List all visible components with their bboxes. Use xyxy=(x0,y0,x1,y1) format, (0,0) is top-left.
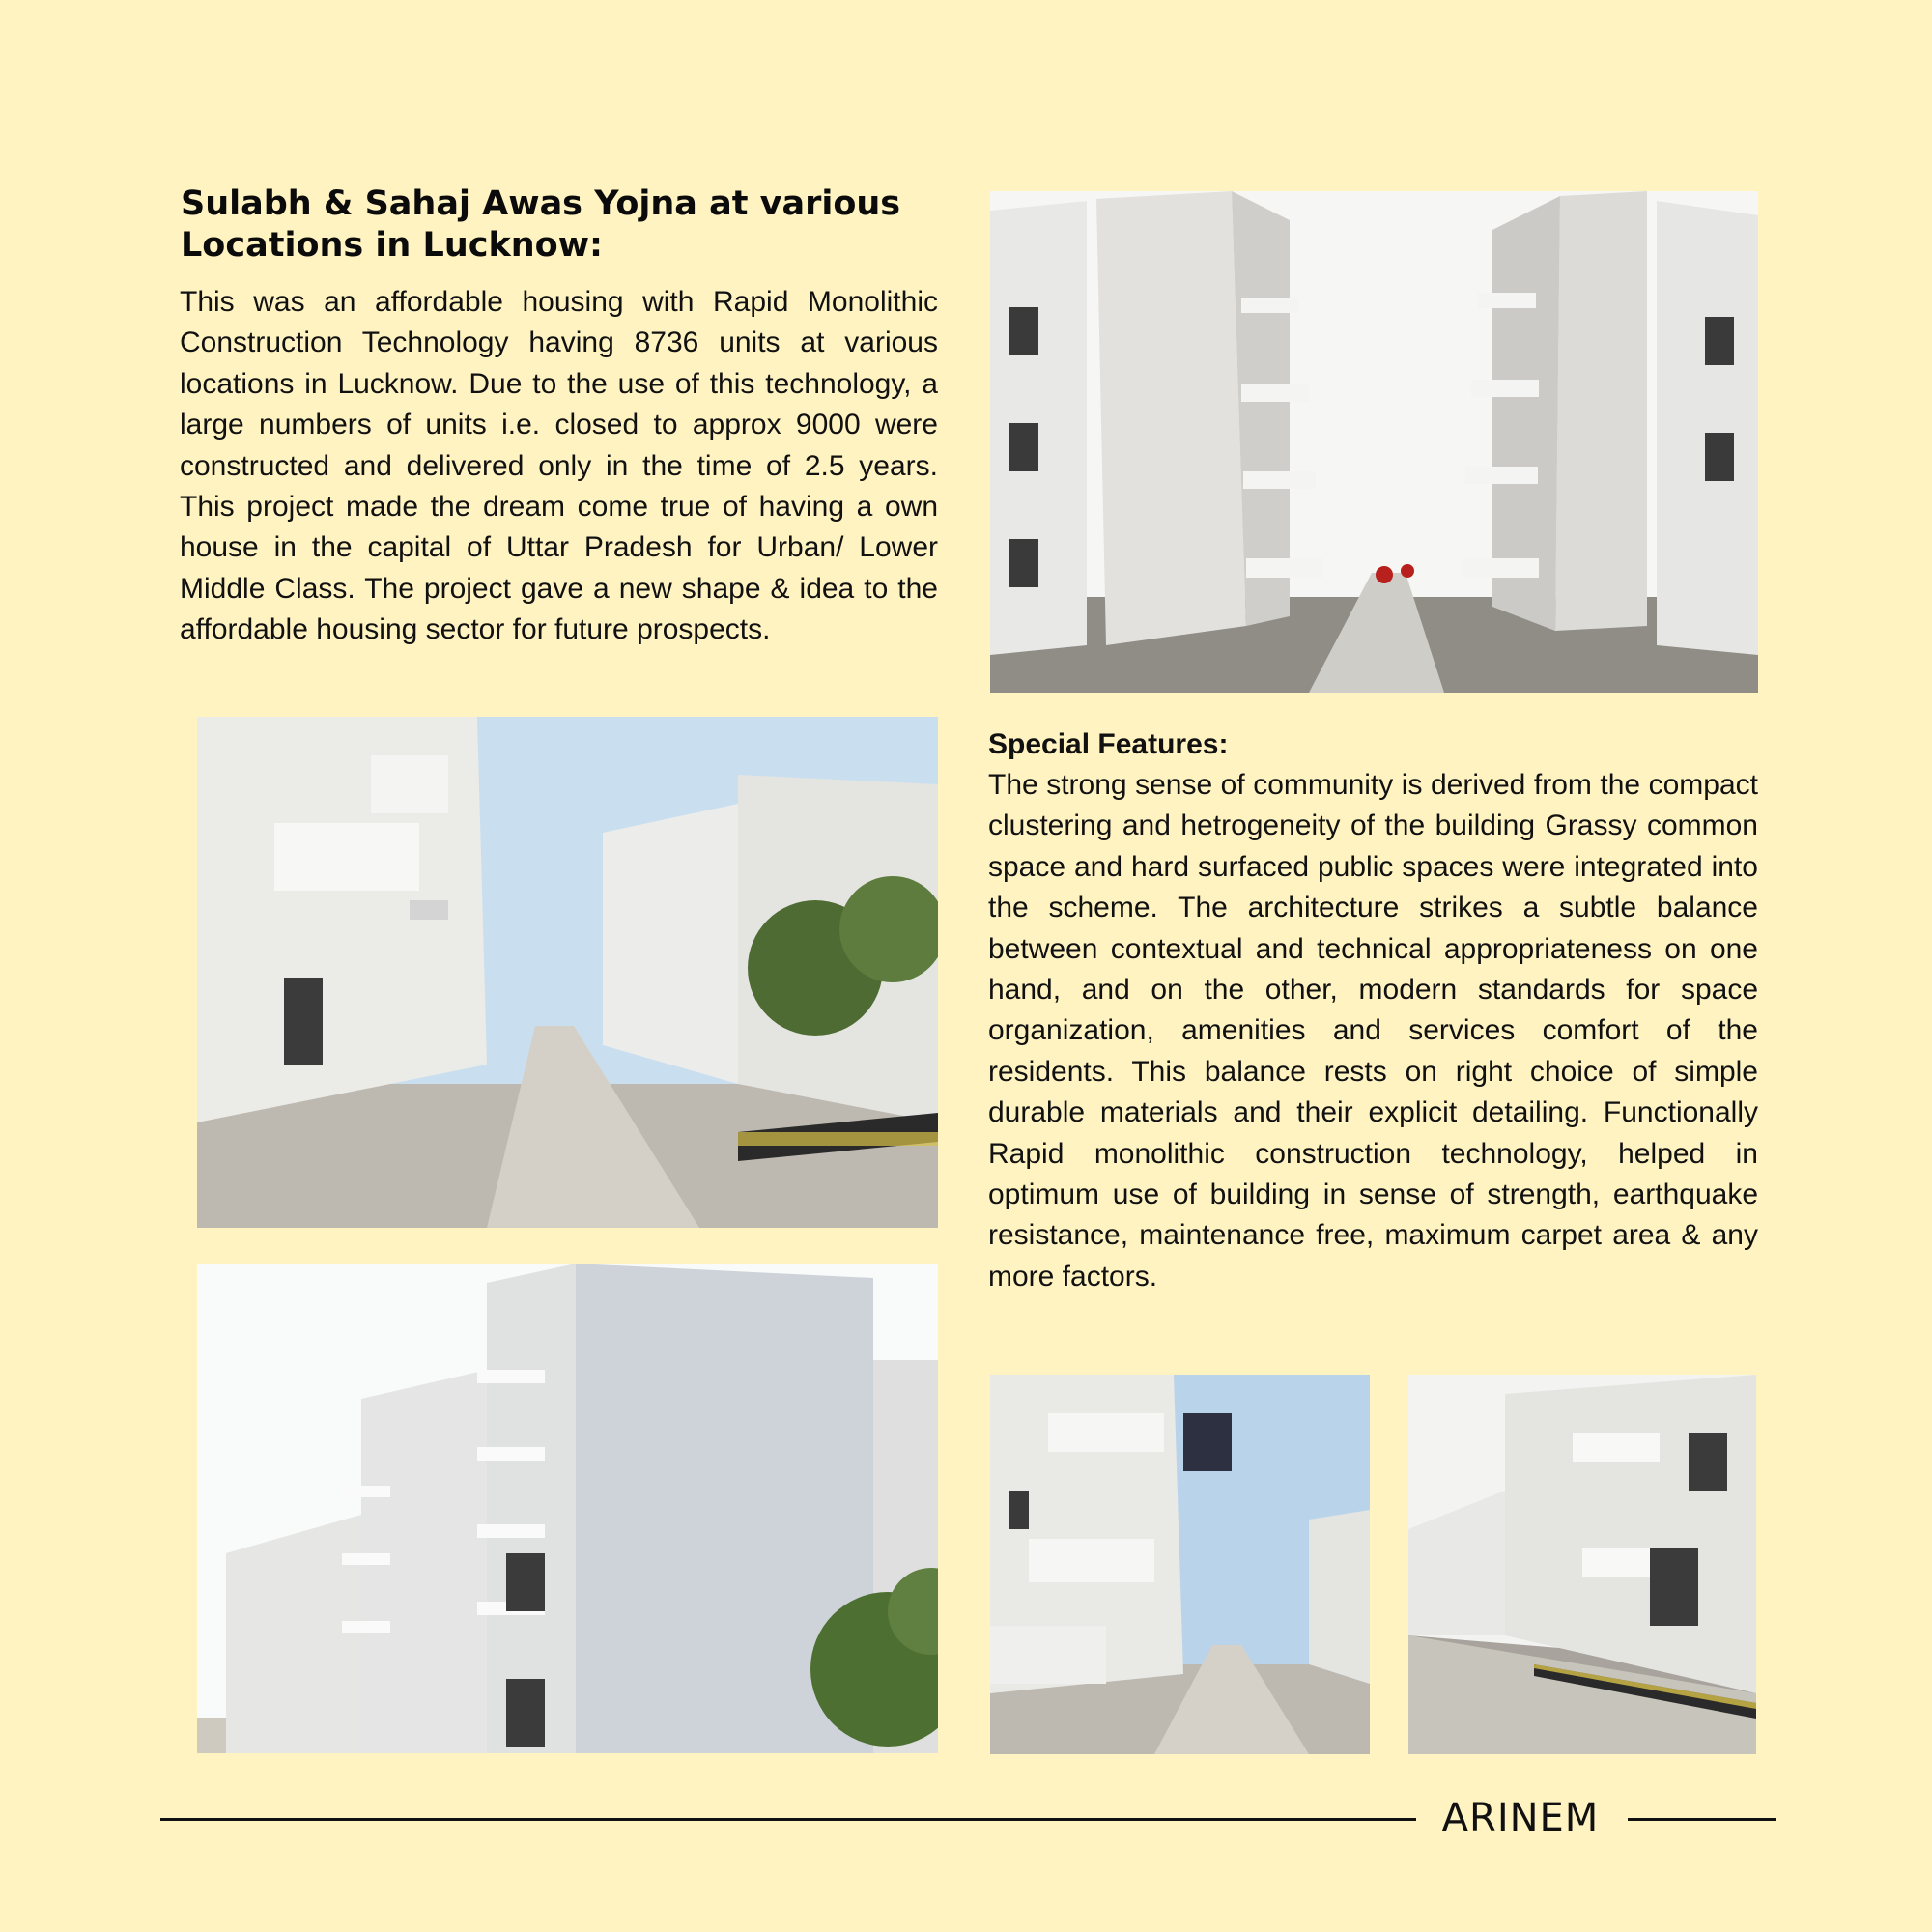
housing-street-photo-1 xyxy=(990,191,1758,693)
intro-paragraph: This was an affordable housing with Rapid Monolithic Construction Technology having 8736 units at various locations in Lucknow. Due to the use of this technology, a large numbers of units i.e. closed to approx 9000 were constructed and delivered only in the time of 2.5 years. This project made the dream come true of having a own house in the capital of Uttar Pradesh for Urban/ Lower Middle Class. The project gave a new shape & idea to the affordable housing sector for future prospects. xyxy=(180,286,938,646)
brand-logo: ARINEM xyxy=(1441,1796,1600,1840)
housing-street-photo-4 xyxy=(990,1375,1370,1754)
footer-rule-left xyxy=(160,1818,1416,1821)
housing-corridor-photo-5 xyxy=(1408,1375,1756,1754)
page-title: Sulabh & Sahaj Awas Yojna at various Locations in Lucknow: xyxy=(181,185,901,265)
housing-block-photo-3 xyxy=(197,1264,938,1753)
footer-rule-right xyxy=(1628,1818,1776,1821)
housing-street-photo-2 xyxy=(197,717,938,1228)
special-features-paragraph: The strong sense of community is derived from the compact clustering and hetrogeneity of the building Grassy common space and hard surfaced public spaces were integrated into the scheme. The architecture strikes a subtle balance between contextual and technical appropriateness on one hand, and on the other, modern standards for space organization, amenities and services comfort of the residents. This balance rests on right choice of simple durable materials and their explicit detailing. Functionally Rapid monolithic construction technology, helped in optimum use of building in sense of strength, earthquake resistance, maintenance free, maximum carpet area & any more factors. xyxy=(988,769,1758,1293)
special-features-heading: Special Features: xyxy=(988,728,1229,760)
